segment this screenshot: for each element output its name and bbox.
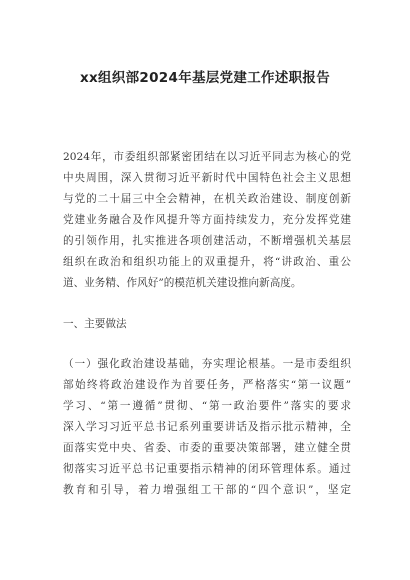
section-line: 教育和引导，着力增强组工干部的“四个意识”，坚定 xyxy=(63,484,351,496)
intro-line: 党建业务融合及作风提升等方面持续发力，充分发挥党建 xyxy=(63,214,351,226)
section-line: 深入学习习近平总书记系列重要讲话及指示批示精神，全 xyxy=(63,421,351,433)
intro-line: 与党的二十届三中全会精神，在机关政治建设、制度创新 xyxy=(63,193,351,205)
intro-line: 的引领作用，扎实推进各项创建活动，不断增强机关基层 xyxy=(63,235,351,247)
section-line: （一）强化政治建设基础，夯实理论根基。一是市委组织 xyxy=(63,358,351,370)
section-line: 面落实党中央、省委、市委的重要决策部署，建立健全贯 xyxy=(63,442,351,454)
document-title: xx组织部2024年基层党建工作述职报告 xyxy=(80,70,330,86)
section-line: 彻落实习近平总书记重要指示精神的闭环管理体系。通过 xyxy=(63,463,351,475)
section-line: 学习、“第一遵循”贯彻、“第一政治要件”落实的要求 xyxy=(63,400,351,412)
intro-line-last: 道、业务精、作风好”的模范机关建设推向新高度。 xyxy=(63,277,302,289)
intro-line: 中央周围，深入贯彻习近平新时代中国特色社会主义思想 xyxy=(63,172,351,184)
intro-line: 2024年，市委组织部紧密团结在以习近平同志为核心的党 xyxy=(63,151,351,163)
intro-line: 组织在政治和组织功能上的双重提升，将“讲政治、重公 xyxy=(63,256,351,268)
section-heading: 一、主要做法 xyxy=(63,318,127,330)
section-line: 部始终将政治建设作为首要任务，严格落实“第一议题” xyxy=(63,379,351,391)
